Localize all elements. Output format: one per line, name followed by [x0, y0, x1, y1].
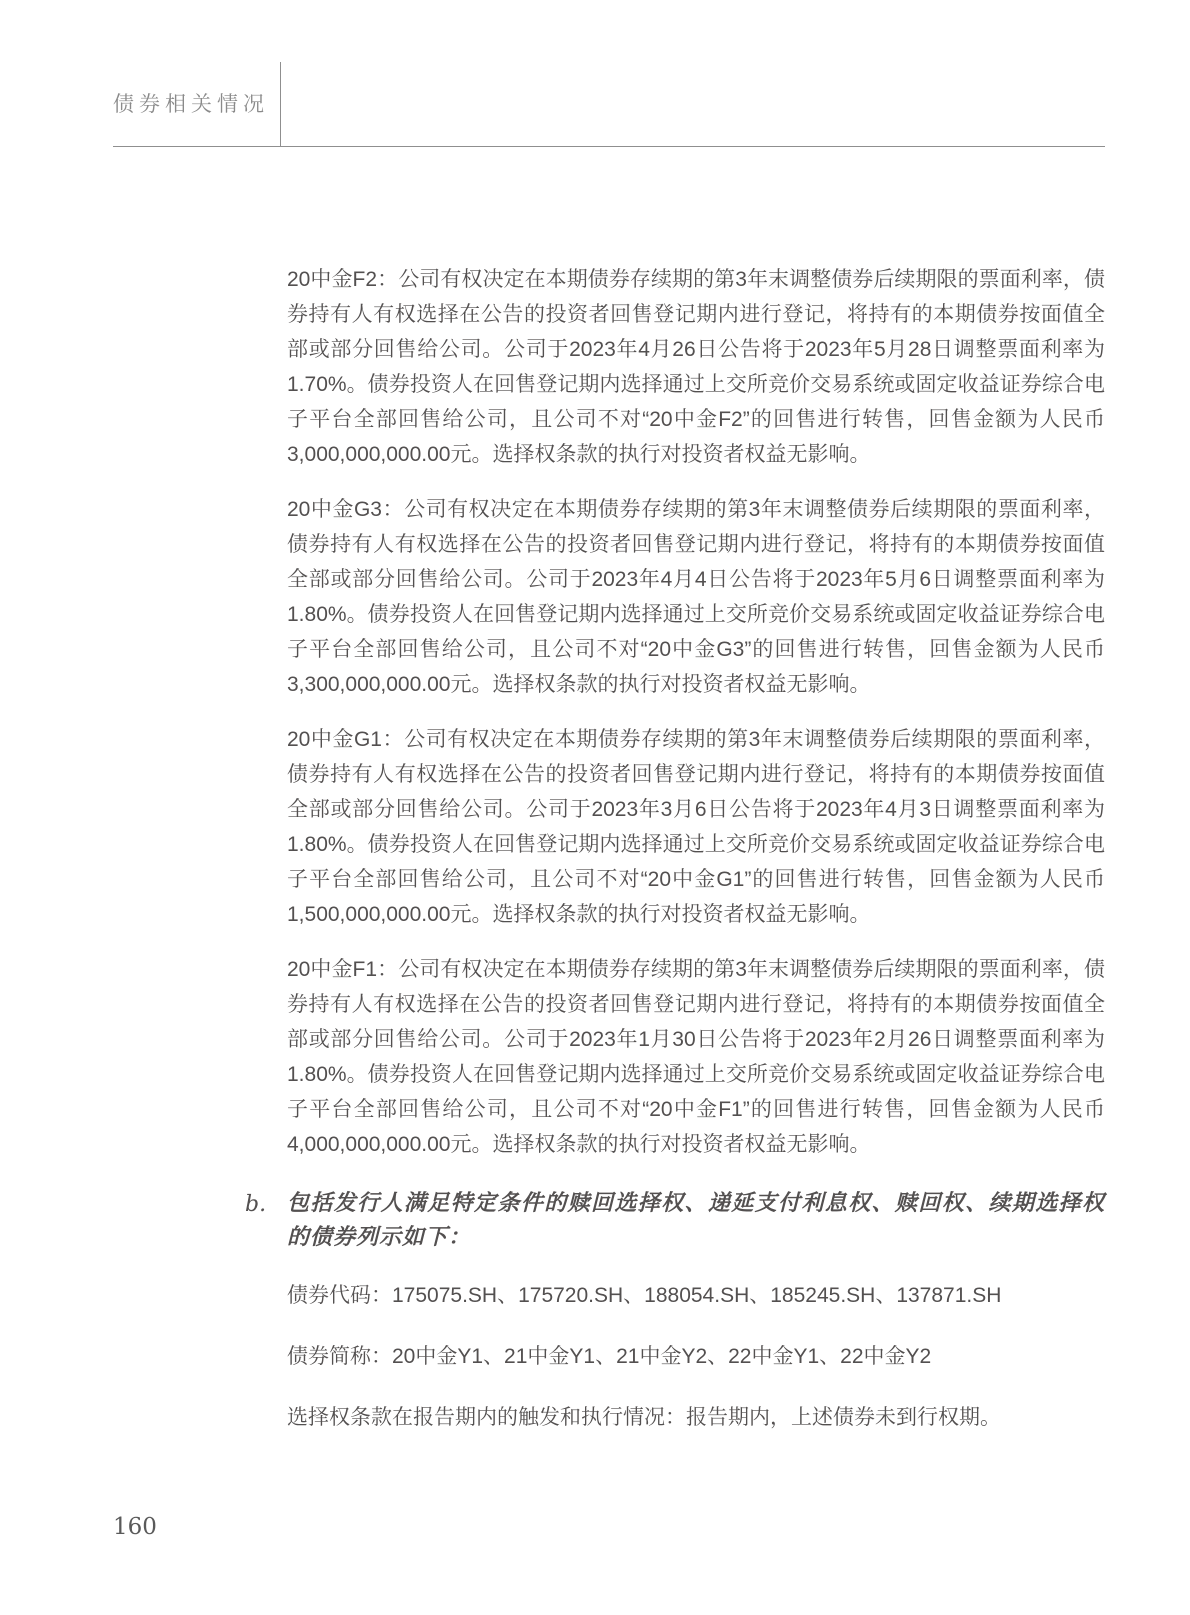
- header-divider-horizontal: [113, 146, 1105, 147]
- option-clause-status-line: 选择权条款在报告期内的触发和执行情况：报告期内，上述债券未到行权期。: [287, 1406, 1001, 1429]
- list-item-b-heading: 包括发行人满足特定条件的赎回选择权、递延支付利息权、赎回权、续期选择权的债券列示如下：: [287, 1190, 1105, 1249]
- page-number: 160: [113, 1514, 157, 1540]
- bond-paragraph-20cicc-f1: 20中金F1：公司有权决定在本期债券存续期的第3年末调整债券后续期限的票面利率，债券持有人有权选择在公告的投资者回售登记期内进行登记，将持有的本期债券按面值全部或部分回售给公司。公司于2023年1月30日公告将于2023年2月26日调整票面利率为1.80%。债券投资人在回售登记期内选择通过上交所竞价交易系统或固定收益证券综合电子平台全部回售给公司，且公司不对“20中金F1”的回售进行转售，回售金额为人民币4,000,000,000.00元。选择权条款的执行对投资者权益无影响。: [287, 958, 1105, 1156]
- bond-codes-line: 债券代码：175075.SH、175720.SH、188054.SH、185245.SH、137871.SH: [287, 1284, 1002, 1307]
- section-title: 债券相关情况: [113, 93, 269, 116]
- bond-paragraph-20cicc-f2: 20中金F2：公司有权决定在本期债券存续期的第3年末调整债券后续期限的票面利率，债券持有人有权选择在公告的投资者回售登记期内进行登记，将持有的本期债券按面值全部或部分回售给公司。公司于2023年4月26日公告将于2023年5月28日调整票面利率为1.70%。债券投资人在回售登记期内选择通过上交所竞价交易系统或固定收益证券综合电子平台全部回售给公司，且公司不对“20中金F2”的回售进行转售，回售金额为人民币3,000,000,000.00元。选择权条款的执行对投资者权益无影响。: [287, 268, 1105, 466]
- list-item-b-marker: b.: [245, 1192, 267, 1217]
- header-divider-vertical: [280, 62, 281, 147]
- bond-paragraph-20cicc-g1: 20中金G1：公司有权决定在本期债券存续期的第3年末调整债券后续期限的票面利率，债券持有人有权选择在公告的投资者回售登记期内进行登记，将持有的本期债券按面值全部或部分回售给公司。公司于2023年3月6日公告将于2023年4月3日调整票面利率为1.80%。债券投资人在回售登记期内选择通过上交所竞价交易系统或固定收益证券综合电子平台全部回售给公司，且公司不对“20中金G1”的回售进行转售，回售金额为人民币1,500,000,000.00元。选择权条款的执行对投资者权益无影响。: [287, 728, 1105, 926]
- list-item-b: [245, 1186, 1105, 1254]
- bond-short-names-line: 债券简称：20中金Y1、21中金Y1、21中金Y2、22中金Y1、22中金Y2: [287, 1345, 932, 1368]
- bond-paragraph-20cicc-g3: 20中金G3：公司有权决定在本期债券存续期的第3年末调整债券后续期限的票面利率，债券持有人有权选择在公告的投资者回售登记期内进行登记，将持有的本期债券按面值全部或部分回售给公司。公司于2023年4月4日公告将于2023年5月6日调整票面利率为1.80%。债券投资人在回售登记期内选择通过上交所竞价交易系统或固定收益证券综合电子平台全部回售给公司，且公司不对“20中金G3”的回售进行转售，回售金额为人民币3,300,000,000.00元。选择权条款的执行对投资者权益无影响。: [287, 498, 1105, 696]
- body-text-column: [245, 262, 1105, 1435]
